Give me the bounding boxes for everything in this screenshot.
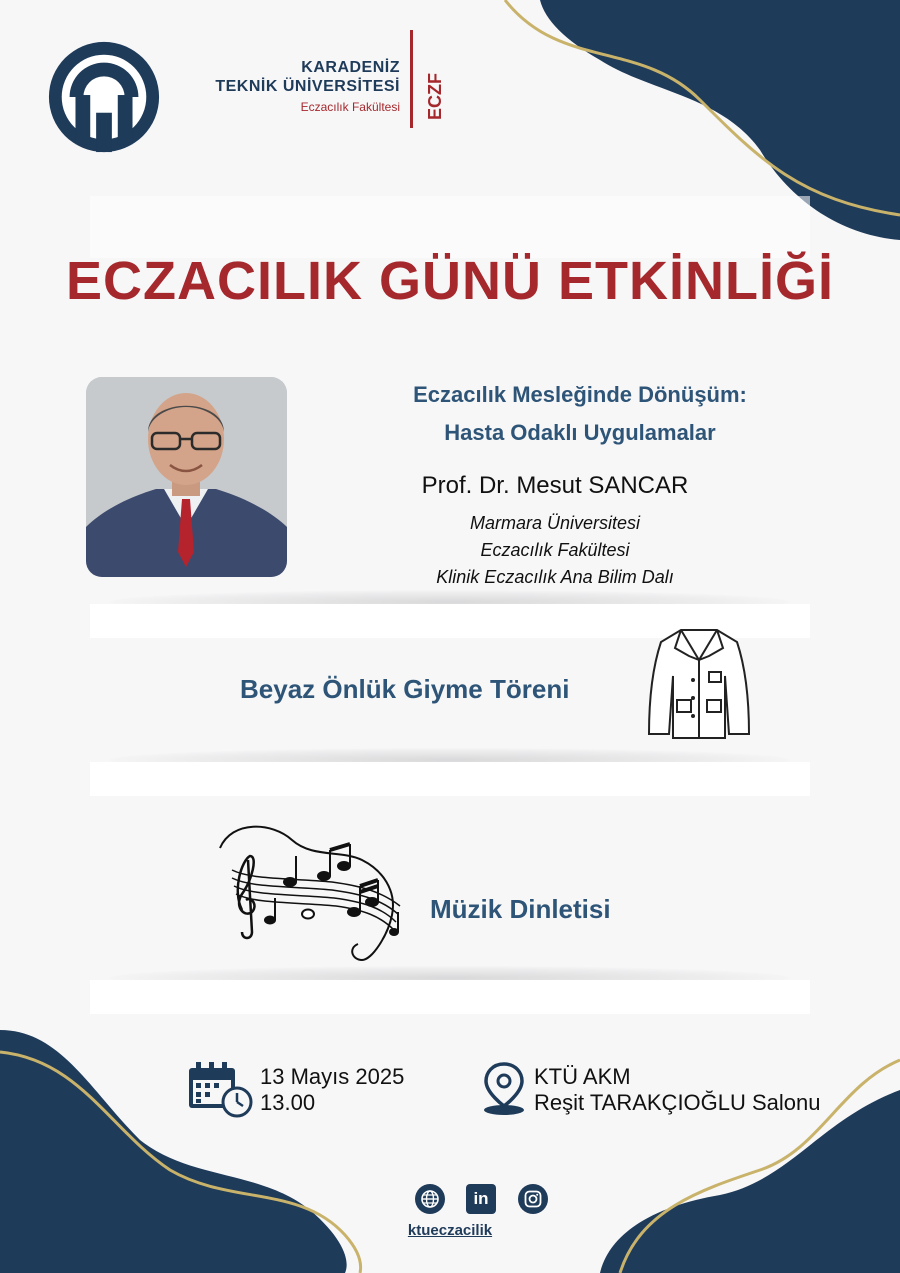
- affiliation-line1: Marmara Üniversitesi: [469, 513, 641, 533]
- affiliation-line2: Eczacılık Fakültesi: [480, 540, 630, 560]
- speaker-name: Prof. Dr. Mesut SANCAR: [421, 472, 689, 499]
- event-date-time: [260, 1064, 404, 1116]
- ceremony-label: Beyaz Önlük Giyme Töreni: [240, 674, 570, 704]
- faculty-code-logo: [420, 62, 448, 122]
- talk-title-line2: Hasta Odaklı Uygulamalar: [444, 420, 716, 445]
- talk-title: [300, 376, 860, 452]
- venue-line2: Reşit TARAKÇIOĞLU Salonu: [534, 1090, 821, 1115]
- calendar-clock-icon: [187, 1062, 253, 1118]
- section-band-2: [90, 762, 810, 796]
- globe-glyph: [420, 1189, 440, 1209]
- event-time: 13.00: [260, 1090, 316, 1115]
- globe-icon[interactable]: [415, 1184, 445, 1214]
- event-venue: [534, 1064, 821, 1116]
- instagram-icon[interactable]: [518, 1184, 548, 1214]
- location-pin-icon: [482, 1062, 526, 1116]
- venue-line1: KTÜ AKM: [534, 1064, 631, 1089]
- header-divider: [410, 30, 413, 128]
- faculty-name: Eczacılık Fakültesi: [300, 100, 400, 114]
- bottom-right-blob: [600, 1090, 900, 1273]
- lab-coat-icon: [645, 626, 753, 742]
- university-name-line2: TEKNİK ÜNİVERSİTESİ: [215, 78, 400, 95]
- music-notes-icon: [212, 820, 412, 965]
- speaker-affiliation: [330, 510, 780, 591]
- speaker-photo: [86, 377, 287, 577]
- instagram-glyph: [524, 1190, 542, 1208]
- event-title: ECZACILIK GÜNÜ ETKİNLİĞİ: [66, 251, 834, 311]
- university-name-line1: KARADENİZ: [301, 59, 400, 76]
- linkedin-icon[interactable]: in: [466, 1184, 496, 1214]
- event-date: 13 Mayıs 2025: [260, 1064, 405, 1089]
- ktu-logo-icon: [45, 38, 163, 156]
- social-handle[interactable]: ktueczacilik: [407, 1222, 493, 1239]
- university-name-block: [200, 58, 400, 114]
- speaker-portrait-illustration: [86, 377, 287, 577]
- affiliation-line3: Klinik Eczacılık Ana Bilim Dalı: [436, 567, 674, 587]
- talk-title-line1: Eczacılık Mesleğinde Dönüşüm:: [413, 382, 747, 407]
- section-band-3: [90, 980, 810, 1014]
- music-label: Müzik Dinletisi: [430, 894, 611, 924]
- faculty-code: ECZF: [425, 73, 445, 120]
